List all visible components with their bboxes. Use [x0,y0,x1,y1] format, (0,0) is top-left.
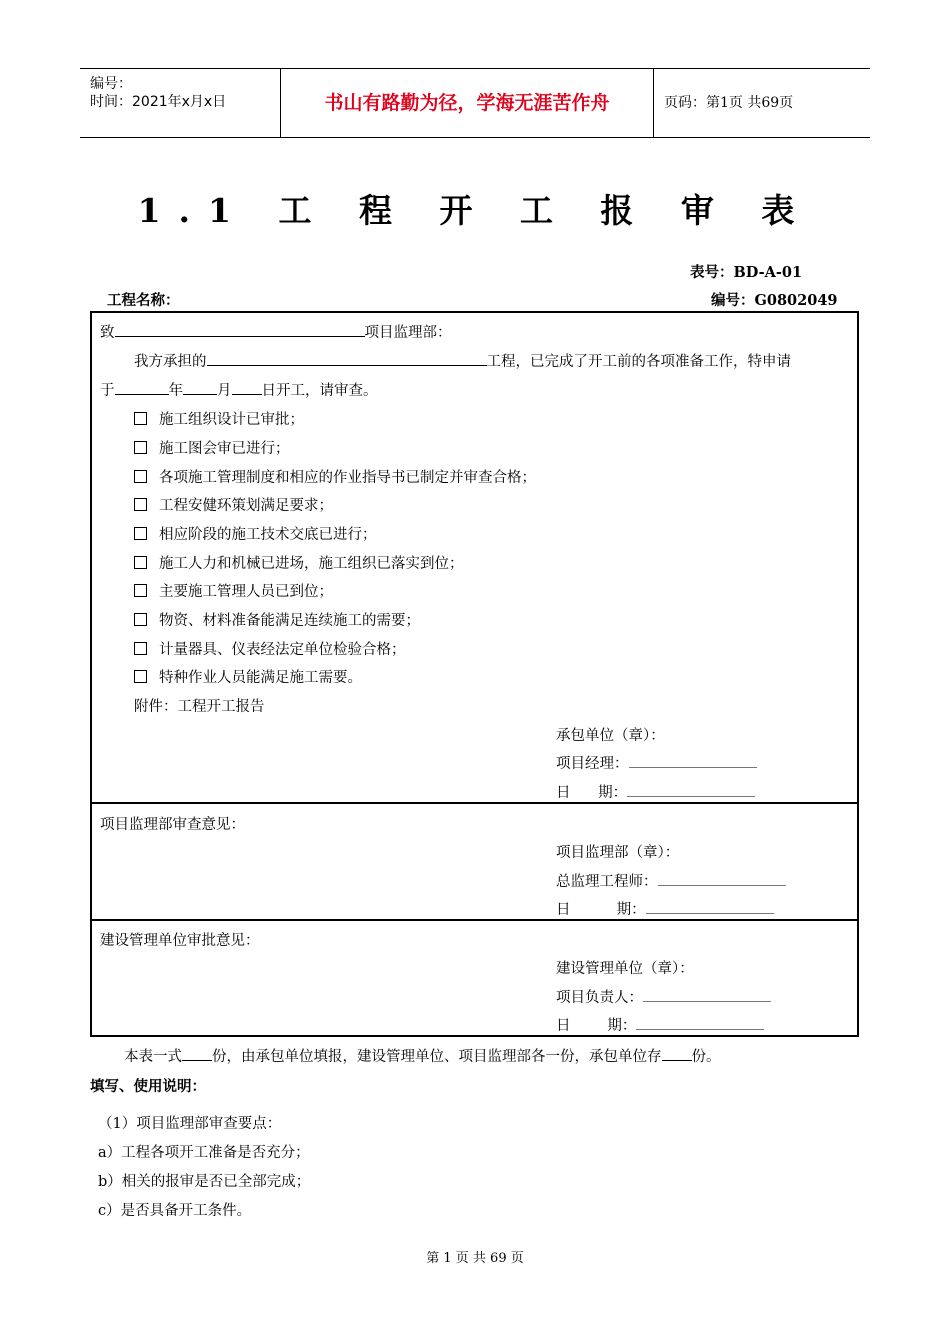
chief-engineer-row [556,870,786,891]
construction-seal-label: 建设管理单位（章）： [556,961,694,977]
serial-number: 编号：G0802049 [711,292,838,309]
day-label: 日开工，请审查。 [261,383,378,399]
number-label: 编号： [90,76,132,92]
checkbox[interactable] [134,498,147,511]
instruction-item: b）相关的报审是否已全部完成； [98,1174,311,1190]
to-line [100,321,452,342]
table-number: 表号：BD-A-01 [690,264,803,281]
note-text: 份，由承包单位填报，建设管理单位、项目监理部各一份，承包单位存 [212,1049,662,1065]
day-field[interactable] [232,380,262,395]
date-field[interactable] [636,1015,764,1030]
instructions-heading: 填写、使用说明： [90,1078,206,1095]
checklist-item[interactable] [134,523,377,544]
supervisor-name-field[interactable] [115,322,365,337]
checkbox[interactable] [134,670,147,683]
checklist-label: 工程安健环策划满足要求； [159,498,333,514]
project-leader-label: 项目负责人： [556,990,643,1006]
body-text: 工程，已完成了开工前的各项准备工作，特申请 [486,354,791,370]
project-field[interactable] [207,351,487,366]
instruction-item: （1）项目监理部审查要点： [98,1116,282,1132]
copies-field[interactable] [182,1046,212,1061]
checklist-item[interactable] [134,437,290,458]
checklist-label: 相应阶段的施工技术交底已进行； [159,527,377,543]
checkbox[interactable] [134,642,147,655]
checkbox[interactable] [134,412,147,425]
page-header [80,68,870,138]
note-text: 份。 [691,1049,721,1065]
to-prefix: 致 [100,325,115,341]
checkbox[interactable] [134,527,147,540]
checklist-item[interactable] [134,466,536,487]
project-leader-field[interactable] [643,987,771,1002]
checklist-label: 施工组织设计已审批； [159,412,304,428]
project-manager-label: 项目经理： [556,756,629,772]
header-page-info: 页码：第1页 共69页 [664,95,794,111]
checkbox[interactable] [134,470,147,483]
row-divider [92,919,857,921]
form-title: 1.1 工 程 开 工 报 审 表 [137,191,813,230]
date-label: 日 期： [556,785,628,801]
checklist-item[interactable] [134,408,304,429]
checklist-label: 各项施工管理制度和相应的作业指导书已制定并审查合格； [159,470,536,486]
note-text: 本表一式 [124,1049,182,1065]
project-name-label: 工程名称： [107,292,180,309]
month-field[interactable] [183,380,217,395]
body-text: 于 [100,383,115,399]
date-field[interactable] [627,782,755,797]
year-field[interactable] [115,380,169,395]
body-line-1 [134,350,791,371]
date-row-1 [556,781,755,802]
attachment-label: 附件：工程开工报告 [134,699,265,715]
row-divider [92,802,857,804]
contractor-seal-label: 承包单位（章）： [556,728,665,744]
checkbox[interactable] [134,556,147,569]
to-suffix: 项目监理部： [364,325,452,341]
checklist-label: 物资、材料准备能满足连续施工的需要； [159,613,420,629]
checklist-item[interactable] [134,666,362,687]
supervision-seal-label: 项目监理部（章）： [556,845,680,861]
date-label: 日 期： [556,1018,637,1034]
copies-note [124,1045,721,1066]
chief-engineer-label: 总监理工程师： [556,874,658,890]
project-manager-field[interactable] [629,753,757,768]
checklist-label: 计量器具、仪表经法定单位检验合格； [159,642,406,658]
checklist-label: 特种作业人员能满足施工需要。 [159,670,362,686]
checklist-label: 施工图会审已进行； [159,441,290,457]
header-meta [80,69,281,137]
checklist-item[interactable] [134,580,333,601]
construction-opinion-label: 建设管理单位审批意见： [100,933,260,949]
checkbox[interactable] [134,613,147,626]
checklist-item[interactable] [134,609,420,630]
project-manager-row [556,752,757,773]
chief-engineer-field[interactable] [658,871,786,886]
date-field[interactable] [646,899,774,914]
checklist-label: 主要施工管理人员已到位； [159,584,333,600]
year-label: 年 [168,383,183,399]
supervision-opinion-label: 项目监理部审查意见： [100,817,245,833]
checkbox[interactable] [134,441,147,454]
project-leader-row [556,986,771,1007]
body-line-2 [100,379,378,400]
checklist-item[interactable] [134,494,333,515]
date-row-3 [556,1014,764,1035]
page-footer: 第 1 页 共 69 页 [426,1251,524,1266]
instruction-item: c）是否具备开工条件。 [98,1203,252,1219]
checklist-item[interactable] [134,638,406,659]
checklist-label: 施工人力和机械已进场，施工组织已落实到位； [159,556,464,572]
header-motto: 书山有路勤为径，学海无涯苦作舟 [281,69,654,137]
date-label: 日 期： [556,902,646,918]
time-label: 时间：2021年x月x日 [90,94,227,110]
retained-copies-field[interactable] [662,1046,692,1061]
date-row-2 [556,898,774,919]
instruction-item: a）工程各项开工准备是否充分； [98,1145,310,1161]
checklist-item[interactable] [134,552,464,573]
body-text: 我方承担的 [134,354,207,370]
checkbox[interactable] [134,584,147,597]
month-label: 月 [217,383,232,399]
